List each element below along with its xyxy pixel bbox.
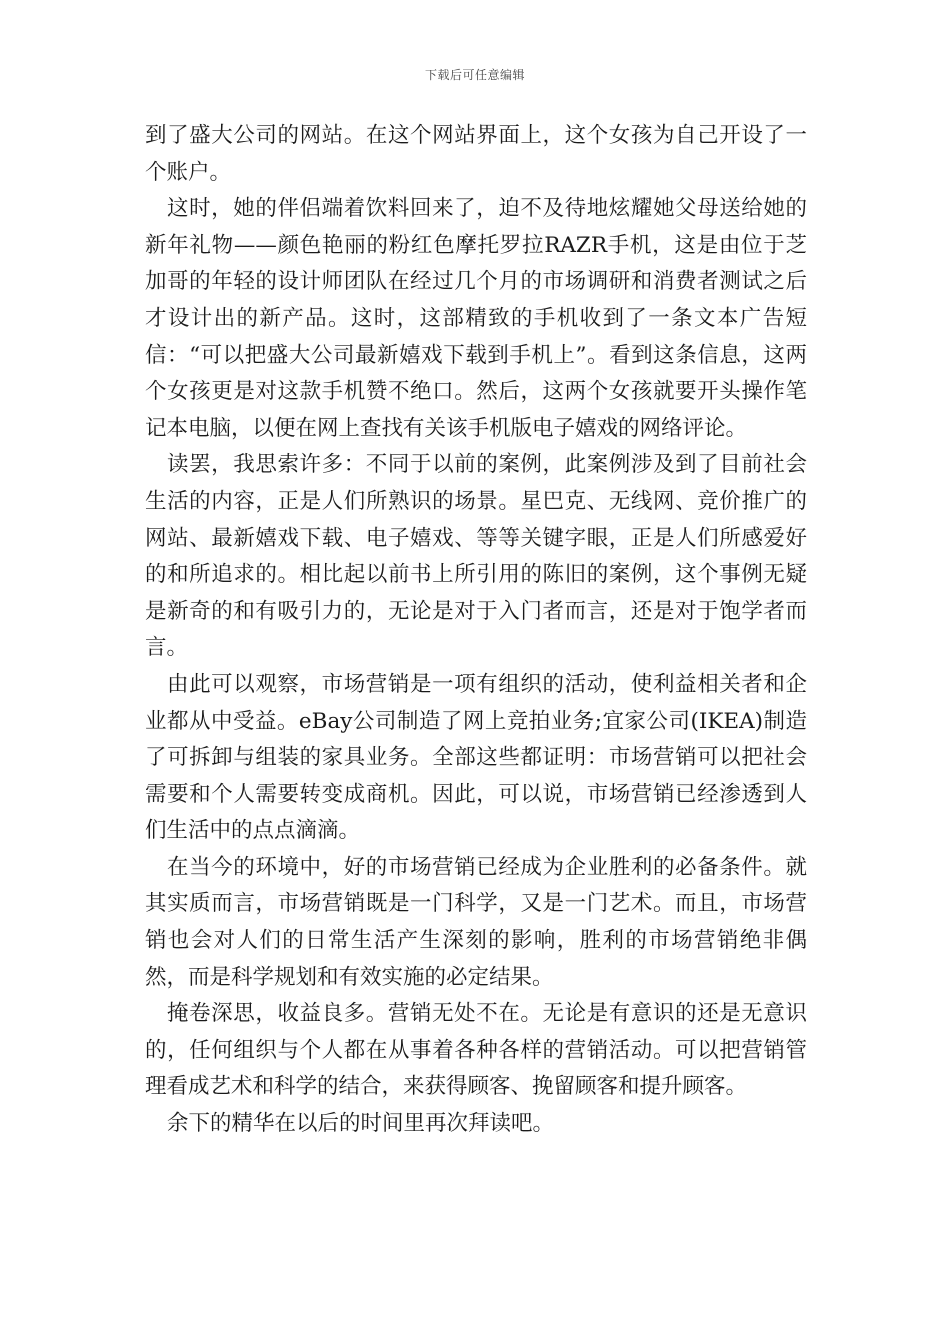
- document-body: [145, 118, 807, 1143]
- paragraph: 余下的精华在以后的时间里再次拜读吧。: [167, 1111, 555, 1137]
- page-header: 下载后可任意编辑: [424, 68, 525, 82]
- paragraph: 到了盛大公司的网站。在这个网站界面上，这个女孩为自己开设了一个账户。: [145, 123, 807, 185]
- paragraph: 这时，她的伴侣端着饮料回来了，迫不及待地炫耀她父母送给她的新年礼物——颜色艳丽的粉红色摩托罗拉RAZR手机，这是由位于芝加哥的年轻的设计师团队在经过几个月的市场调研和消费者测试之后才设计出的新产品。这时，这部精致的手机收到了一条文本广告短信：“可以把盛大公司最新嬉戏下载到手机上”。看到这条信息，这两个女孩更是对这款手机赞不绝口。然后，这两个女孩就要开头操作笔记本电脑，以便在网上查找有关该手机版电子嬉戏的网络评论。: [145, 196, 807, 441]
- paragraph: 掩卷深思，收益良多。营销无处不在。无论是有意识的还是无意识的，任何组织与个人都在从事着各种各样的营销活动。可以把营销管理看成艺术和科学的结合，来获得顾客、挽留顾客和提升顾客。: [145, 1001, 807, 1100]
- paragraph: 由此可以观察，市场营销是一项有组织的活动，使利益相关者和企业都从中受益。eBay公司制造了网上竞拍业务;宜家公司(IKEA)制造了可拆卸与组装的家具业务。全部这些都证明：市场营销可以把社会需要和个人需要转变成商机。因此，可以说，市场营销已经渗透到人们生活中的点点滴滴。: [145, 671, 807, 844]
- paragraph: 在当今的环境中，好的市场营销已经成为企业胜利的必备条件。就其实质而言，市场营销既是一门科学，又是一门艺术。而且，市场营销也会对人们的日常生活产生深刻的影响，胜利的市场营销绝非偶然，而是科学规划和有效实施的必定结果。: [145, 854, 807, 990]
- paragraph: 读罢，我思索许多：不同于以前的案例，此案例涉及到了目前社会生活的内容，正是人们所熟识的场景。星巴克、无线网、竞价推广的网站、最新嬉戏下载、电子嬉戏、等等关键字眼，正是人们所感爱好的和所追求的。相比起以前书上所引用的陈旧的案例，这个事例无疑是新奇的和有吸引力的，无论是对于入门者而言，还是对于饱学者而言。: [145, 452, 807, 661]
